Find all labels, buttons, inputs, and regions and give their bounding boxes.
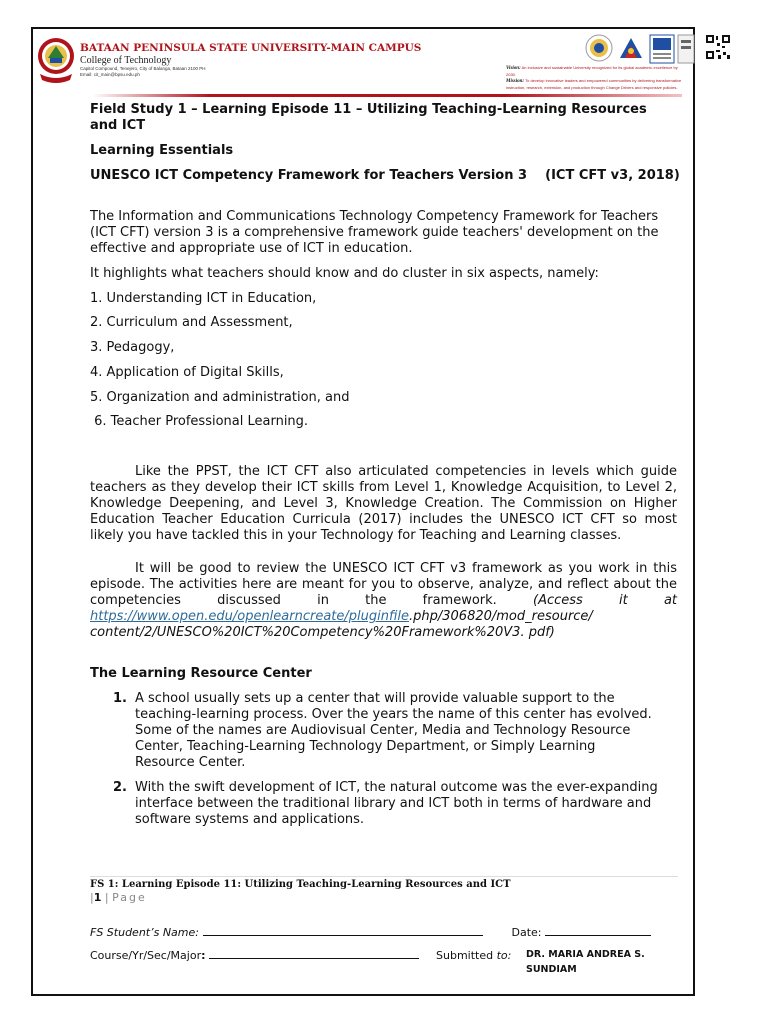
mission-text: To develop innovative leaders and empowered communities by delivering transformative instruction, research, extension, and production through Change Drivers and responsive policies. — [506, 78, 682, 90]
page-number: 1 — [93, 891, 102, 904]
header-divider — [92, 94, 682, 97]
instructor-text: DR. MARIA ANDREA S. SUNDIAM — [526, 949, 645, 975]
document-title: Field Study 1 – Learning Episode 11 – Utilizing Teaching-Learning Resources and ICT — [90, 102, 647, 133]
date-label: Date: — [511, 926, 542, 939]
submitted-label: Submitted — [436, 949, 494, 962]
course-field[interactable] — [209, 947, 419, 959]
course-row — [90, 947, 511, 962]
review-paragraph — [90, 561, 677, 641]
university-name: BATAAN PENINSULA STATE UNIVERSITY-MAIN CAMPUS — [80, 42, 422, 54]
university-seal-icon — [36, 34, 76, 86]
vision-text: An inclusive and sustainable University recognized for its global academic excellence by 2030. — [506, 65, 678, 77]
review-text: It will be good to review the UNESCO ICT CFT v3 framework as you work in this episode. The activities here are meant for you to observe, analyze, and reflect about the competencies discussed in the framework. — [90, 561, 677, 608]
submitted-to-label: to: — [496, 949, 512, 962]
date-field[interactable] — [545, 924, 651, 936]
framework-heading: UNESCO ICT Competency Framework for Teachers Version 3 (ICT CFT v3, 2018) — [90, 168, 680, 183]
address-line: Capitol Compound, Tenejero, City of Balanga, Bataan 2100 PH — [80, 66, 206, 71]
list-item: With the swift development of ICT, the natural outcome was the ever-expanding interface between the traditional library and ICT both in terms of hardware and software systems and applications. — [135, 780, 658, 827]
access-suffix: .php/306820/mod_resource/ content/2/UNESCO%20ICT%20Competency%20Framework%20V3. pdf) — [90, 609, 593, 640]
aspect-item: 6. Teacher Professional Learning. — [90, 414, 309, 429]
mission-label: Mission: — [506, 79, 525, 84]
student-name-label: FS Student’s Name: — [90, 926, 199, 939]
page-indicator: |1 | Page — [90, 891, 147, 904]
aspect-item: 5. Organization and administration, and — [90, 390, 350, 405]
student-name-row — [90, 924, 651, 939]
access-prefix: (Access it at — [533, 593, 678, 608]
section-learning-resource-center: The Learning Resource Center — [90, 666, 312, 681]
list-number: 2. — [113, 780, 127, 795]
footer-divider — [90, 876, 678, 877]
ppst-paragraph: Like the PPST, the ICT CFT also articulated competencies in levels which guide teachers as they develop their ICT skills from Level 1, Knowledge Acquisition, to Level 2, Knowledge Deepening, and Level 3, Knowledge Creation. The Commission on Higher Education Teacher Education Curricula (2017) includes the UNESCO ICT CFT so most likely you have tackled this in your Technology for Teaching and Learning classes. — [90, 464, 677, 543]
student-name-field[interactable] — [203, 924, 483, 936]
aspect-item: 3. Pedagogy, — [90, 340, 175, 355]
framework-link[interactable]: https://www.open.edu/openlearncreate/pluginfile — [90, 609, 409, 624]
highlight-sentence: It highlights what teachers should know and do cluster in six aspects, namely: — [90, 266, 599, 281]
page-label: Page — [112, 891, 147, 904]
footer-title: FS 1: Learning Episode 11: Utilizing Teaching-Learning Resources and ICT — [90, 879, 511, 890]
iso-certification-icon — [649, 34, 675, 64]
aspect-item: 1. Understanding ICT in Education, — [90, 291, 317, 306]
college-name: College of Technology — [80, 55, 172, 66]
vision-mission — [506, 65, 686, 91]
college-address — [80, 66, 206, 78]
course-colon: : — [201, 949, 206, 962]
certification-seal-icon — [677, 34, 695, 64]
bagong-pilipinas-icon — [585, 34, 613, 62]
qr-code-icon — [705, 34, 731, 60]
aspect-item: 4. Application of Digital Skills, — [90, 365, 284, 380]
list-number: 1. — [113, 691, 127, 706]
intro-paragraph: The Information and Communications Technology Competency Framework for Teachers (ICT CFT) version 3 is a comprehensive framework guide teachers' development on the effective and appropriate use of ICT in education. — [90, 209, 659, 256]
email-line: Email: cit_main@bpsu.edu.ph — [80, 72, 140, 77]
course-label: Course/Yr/Sec/Major — [90, 949, 202, 962]
list-item: A school usually sets up a center that will provide valuable support to the teaching-learning process. Over the years the name of this center has evolved. Some of the names are Audiovisual Center, Media and Technology Resource Center, Teaching-Learning Technology Department, or Simply Learning Resource Center. — [135, 691, 652, 770]
instructor-name — [526, 947, 666, 977]
section-learning-essentials: Learning Essentials — [90, 143, 234, 158]
vision-label: Vision: — [506, 66, 521, 71]
philippine-flag-icon — [617, 34, 645, 62]
aspect-item: 2. Curriculum and Assessment, — [90, 315, 293, 330]
